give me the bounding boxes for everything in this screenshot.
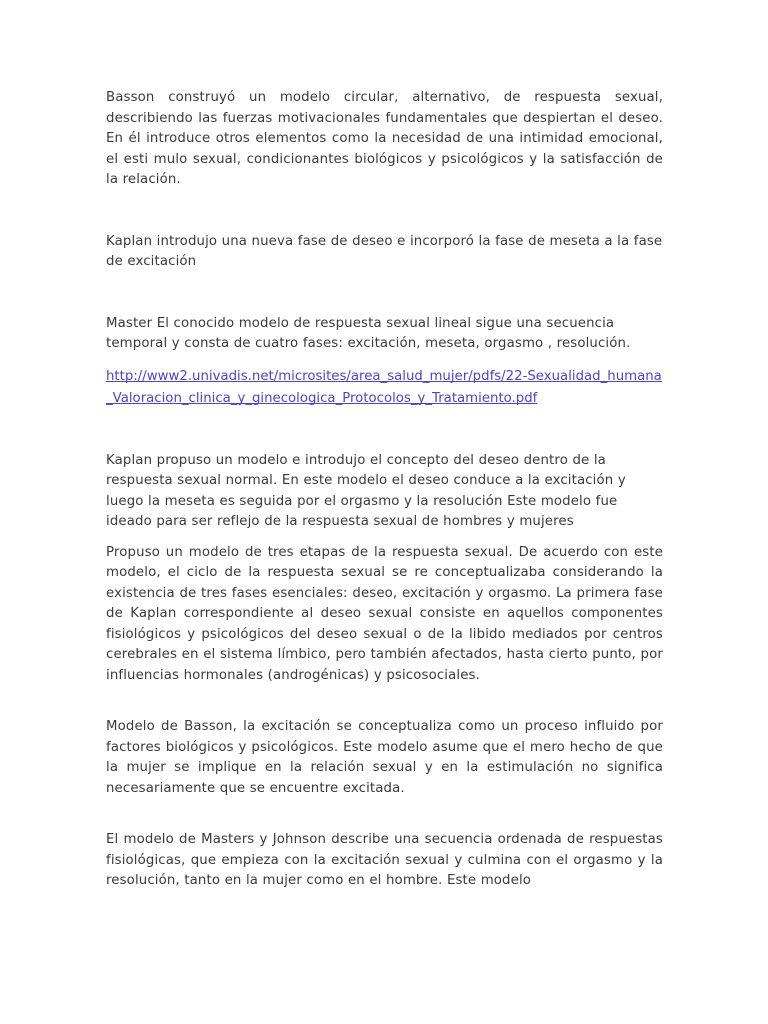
paragraph-spacer [106,273,663,314]
paragraph-spacer [106,355,663,365]
paragraph-master-linear-model: Master El conocido modelo de respuesta sexual lineal sigue una secuencia temporal y consta de cuatro fases: excitación, meseta, orgasmo , resolución. [106,315,631,351]
univadis-pdf-link[interactable]: http://www2.univadis.net/microsites/area_salud_mujer/pdfs/22-Sexualidad_humana_Valoracion_clinica_y_ginecologica_Protocolos_y_Tratamiento.pdf [106,368,662,406]
paragraph-spacer [106,533,663,543]
paragraph-spacer [106,410,663,451]
paragraph-spacer [106,799,663,830]
paragraph-kaplan-phase: Kaplan introdujo una nueva fase de deseo e incorporó la fase de meseta a la fase de excitación [106,233,663,269]
link-container [106,365,663,410]
paragraph-basson-arousal-model: Modelo de Basson, la excitación se conceptualiza como un proceso influido por factores biológicos y psicológicos. Este modelo asume que el mero hecho de que la mujer se implique en la relación sexual y en la estimulación no significa necesariamente que se encuentre excitada. [106,719,663,796]
paragraph-kaplan-desire-concept: Kaplan propuso un modelo e introdujo el concepto del deseo dentro de la respuesta sexual normal. En este modelo el deseo conduce a la excitación y luego la meseta es seguida por el orgasmo y la resolución Este modelo fue ideado para ser reflejo de la respuesta sexual de hombres y mujeres [106,452,626,529]
paragraph-spacer [106,686,663,717]
paragraph-spacer [106,191,663,232]
paragraph-three-stage-model: Propuso un modelo de tres etapas de la respuesta sexual. De acuerdo con este modelo, el ciclo de la respuesta sexual se re conceptualizaba considerando la existencia de tres fases esenciales: deseo, excitación y orgasmo. La primera fase de Kaplan correspondiente al deseo sexual consiste en aquellos componentes fisiológicos y psicológicos del deseo sexual o de la libido mediados por centros cerebrales en el sistema límbico, pero también afectados, hasta cierto punto, por influencias hormonales (androgénicas) y psicosociales. [106,544,663,683]
paragraph-basson-model: Basson construyó un modelo circular, alternativo, de respuesta sexual, describiendo las fuerzas motivacionales fundamentales que despiertan el deseo. En él introduce otros elementos como la necesidad de una intimidad emocional, el esti mulo sexual, condicionantes biológicos y psicológicos y la satisfacción de la relación. [106,90,663,187]
document-text-column [106,88,663,892]
paragraph-masters-johnson-model: El modelo de Masters y Johnson describe una secuencia ordenada de respuestas fisiológicas, que empieza con la excitación sexual y culmina con el orgasmo y la resolución, tanto en la mujer como en el hombre. Este modelo [106,832,663,888]
